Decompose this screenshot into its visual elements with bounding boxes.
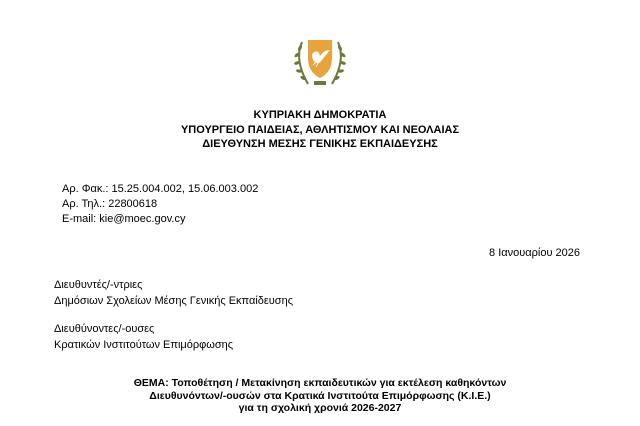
- phone-number: Αρ. Τηλ.: 22800618: [62, 198, 158, 210]
- reference-block: [62, 182, 258, 227]
- directorate-name: ΔΙΕΥΘΥΝΣΗ ΜΕΣΗΣ ΓΕΝΙΚΗΣ ΕΚΠΑΙΔΕΥΣΗΣ: [202, 138, 438, 150]
- letterhead: [0, 108, 640, 152]
- file-number: Αρ. Φακ.: 15.25.004.002, 15.06.003.002: [62, 183, 259, 195]
- letter-date: 8 Ιανουαρίου 2026: [489, 247, 580, 259]
- country-name: ΚΥΠΡΙΑΚΗ ΔΗΜΟΚΡΑΤΙΑ: [253, 109, 387, 121]
- recipient-organization: Δημόσιων Σχολείων Μέσης Γενικής Εκπαίδευσης: [54, 294, 294, 307]
- ministry-name: ΥΠΟΥΡΓΕΙΟ ΠΑΙΔΕΙΑΣ, ΑΘΛΗΤΙΣΜΟΥ ΚΑΙ ΝΕΟΛΑΙΑΣ: [180, 123, 460, 136]
- recipient-title: Διευθυντές/-ντριες: [54, 279, 143, 291]
- subject-line: Διευθυνόντων/-ουσών στα Κρατικά Ινστιτούτα Επιμόρφωσης (Κ.Ι.Ε.): [149, 389, 491, 402]
- cyprus-coat-of-arms-icon: [288, 34, 352, 92]
- subject-line: για τη σχολική χρονιά 2026-2027: [238, 402, 402, 414]
- recipient-organization: Κρατικών Ινστιτούτων Επιμόρφωσης: [54, 338, 234, 351]
- recipient-block: [54, 322, 233, 353]
- recipient-title: Διευθύνοντες/-ουσες: [54, 323, 155, 335]
- subject-line: ΘΕΜΑ: Τοποθέτηση / Μετακίνηση εκπαιδευτικών για εκτέλεση καθηκόντων: [133, 377, 507, 389]
- recipient-block: [54, 278, 293, 309]
- subject-heading: [0, 377, 640, 415]
- email-address: E-mail: kie@moec.gov.cy: [62, 213, 186, 225]
